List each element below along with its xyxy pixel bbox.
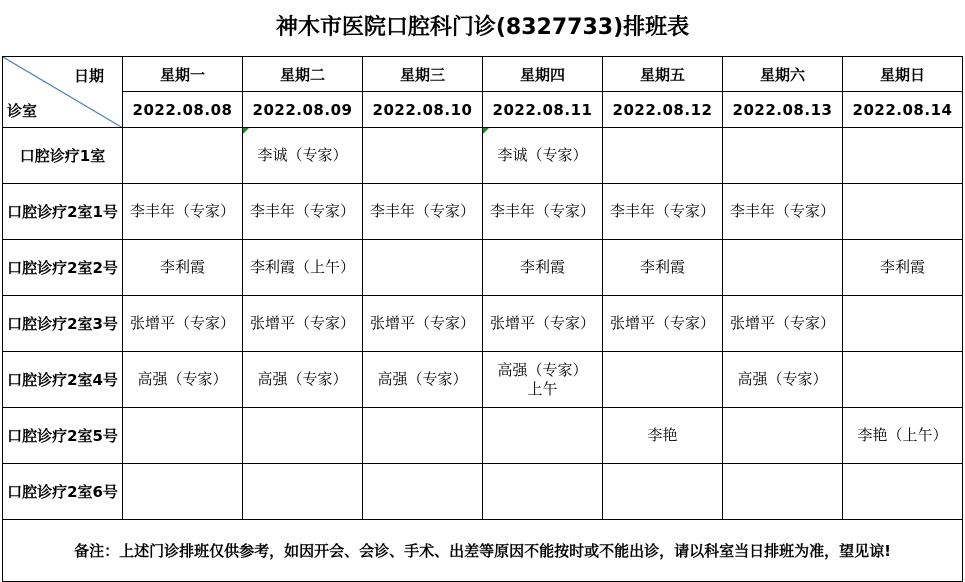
schedule-cell xyxy=(243,464,363,520)
comment-marker-icon xyxy=(243,128,249,134)
doctor-name: 李艳（上午） xyxy=(857,426,948,444)
corner-room-label: 诊室 xyxy=(7,102,38,120)
schedule-cell xyxy=(363,408,483,464)
schedule-cell xyxy=(723,240,843,296)
schedule-cell xyxy=(123,296,243,352)
schedule-cell xyxy=(843,240,963,296)
schedule-cell xyxy=(243,352,363,408)
doctor-name: 张增平（专家） xyxy=(129,314,235,332)
doctor-name: 李诚（专家） xyxy=(257,146,348,164)
room-label: 口腔诊疗2室1号 xyxy=(3,184,123,240)
schedule-cell xyxy=(363,128,483,184)
schedule-cell xyxy=(123,184,243,240)
schedule-cell xyxy=(363,352,483,408)
date-header: 2022.08.08 xyxy=(123,92,243,128)
table-row xyxy=(3,352,963,408)
doctor-name: 李艳 xyxy=(647,426,678,444)
table-row xyxy=(3,128,963,184)
schedule-cell xyxy=(483,128,603,184)
corner-date-label: 日期 xyxy=(73,67,104,85)
schedule-cell xyxy=(483,352,603,408)
doctor-name: 李丰年（专家） xyxy=(609,202,715,220)
schedule-cell xyxy=(123,352,243,408)
doctor-name: 张增平（专家） xyxy=(249,314,355,332)
table-row xyxy=(3,184,963,240)
header-corner-cell xyxy=(3,57,123,128)
schedule-cell xyxy=(243,128,363,184)
doctor-name: 李利霞 xyxy=(159,258,205,276)
comment-marker-icon xyxy=(483,128,489,134)
table-row xyxy=(3,464,963,520)
doctor-name: 高强（专家） xyxy=(257,370,348,388)
day-header: 星期一 xyxy=(123,57,243,92)
schedule-cell xyxy=(723,464,843,520)
schedule-cell xyxy=(243,408,363,464)
doctor-name: 张增平（专家） xyxy=(489,314,595,332)
schedule-cell xyxy=(243,240,363,296)
schedule-cell xyxy=(483,296,603,352)
schedule-cell xyxy=(603,184,723,240)
schedule-cell xyxy=(603,352,723,408)
schedule-cell xyxy=(603,464,723,520)
schedule-cell xyxy=(483,464,603,520)
doctor-name: 张增平（专家） xyxy=(609,314,715,332)
schedule-cell xyxy=(603,408,723,464)
doctor-name: 李利霞 xyxy=(639,258,685,276)
schedule-cell xyxy=(843,296,963,352)
doctor-name: 李丰年（专家） xyxy=(249,202,355,220)
date-header: 2022.08.13 xyxy=(723,92,843,128)
schedule-cell xyxy=(603,296,723,352)
doctor-name: 李利霞 xyxy=(879,258,925,276)
schedule-cell xyxy=(363,184,483,240)
doctor-name: 李利霞（上午） xyxy=(249,258,355,276)
schedule-cell xyxy=(483,408,603,464)
schedule-cell xyxy=(843,408,963,464)
schedule-cell xyxy=(843,352,963,408)
doctor-name: 李丰年（专家） xyxy=(369,202,475,220)
doctor-name: 高强（专家） xyxy=(137,370,228,388)
doctor-name: 高强（专家） xyxy=(377,370,468,388)
schedule-cell xyxy=(843,184,963,240)
schedule-cell xyxy=(363,464,483,520)
schedule-cell xyxy=(723,184,843,240)
table-row xyxy=(3,408,963,464)
date-header: 2022.08.09 xyxy=(243,92,363,128)
schedule-cell xyxy=(723,296,843,352)
date-header: 2022.08.10 xyxy=(363,92,483,128)
room-label: 口腔诊疗2室3号 xyxy=(3,296,123,352)
room-label: 口腔诊疗2室4号 xyxy=(3,352,123,408)
schedule-cell xyxy=(723,128,843,184)
schedule-cell xyxy=(123,128,243,184)
schedule-cell xyxy=(843,464,963,520)
doctor-name: 李丰年（专家） xyxy=(729,202,835,220)
doctor-name: 李丰年（专家） xyxy=(129,202,235,220)
schedule-table xyxy=(2,56,963,582)
doctor-name: 李丰年（专家） xyxy=(489,202,595,220)
room-label: 口腔诊疗2室5号 xyxy=(3,408,123,464)
schedule-cell xyxy=(843,128,963,184)
day-header: 星期二 xyxy=(243,57,363,92)
doctor-name: 张增平（专家） xyxy=(369,314,475,332)
schedule-cell xyxy=(483,240,603,296)
schedule-cell xyxy=(483,184,603,240)
schedule-cell xyxy=(603,240,723,296)
day-header: 星期三 xyxy=(363,57,483,92)
room-label: 口腔诊疗2室6号 xyxy=(3,464,123,520)
schedule-cell xyxy=(723,352,843,408)
room-label: 口腔诊疗1室 xyxy=(3,128,123,184)
table-row xyxy=(3,296,963,352)
doctor-name: 张增平（专家） xyxy=(729,314,835,332)
date-header: 2022.08.14 xyxy=(843,92,963,128)
schedule-cell xyxy=(243,184,363,240)
schedule-cell xyxy=(123,240,243,296)
schedule-cell xyxy=(363,296,483,352)
date-header: 2022.08.12 xyxy=(603,92,723,128)
doctor-name: 李利霞 xyxy=(519,258,565,276)
table-row xyxy=(3,240,963,296)
room-label: 口腔诊疗2室2号 xyxy=(3,240,123,296)
footer-note: 备注：上述门诊排班仅供参考，如因开会、会诊、手术、出差等原因不能按时或不能出诊，请以科室当日排班为准，望见谅! xyxy=(3,520,963,582)
day-header: 星期六 xyxy=(723,57,843,92)
doctor-name: 高强（专家） xyxy=(737,370,828,388)
doctor-name: 李诚（专家） xyxy=(497,146,588,164)
day-header: 星期日 xyxy=(843,57,963,92)
doctor-name: 高强（专家） xyxy=(497,360,588,379)
day-header: 星期五 xyxy=(603,57,723,92)
schedule-cell xyxy=(603,128,723,184)
schedule-cell xyxy=(363,240,483,296)
schedule-cell xyxy=(243,296,363,352)
schedule-cell xyxy=(723,408,843,464)
session-note: 上午 xyxy=(527,379,558,398)
schedule-cell xyxy=(123,408,243,464)
date-header: 2022.08.11 xyxy=(483,92,603,128)
schedule-title: 神木市医院口腔科门诊(8327733)排班表 xyxy=(275,15,690,40)
day-header: 星期四 xyxy=(483,57,603,92)
schedule-cell xyxy=(123,464,243,520)
